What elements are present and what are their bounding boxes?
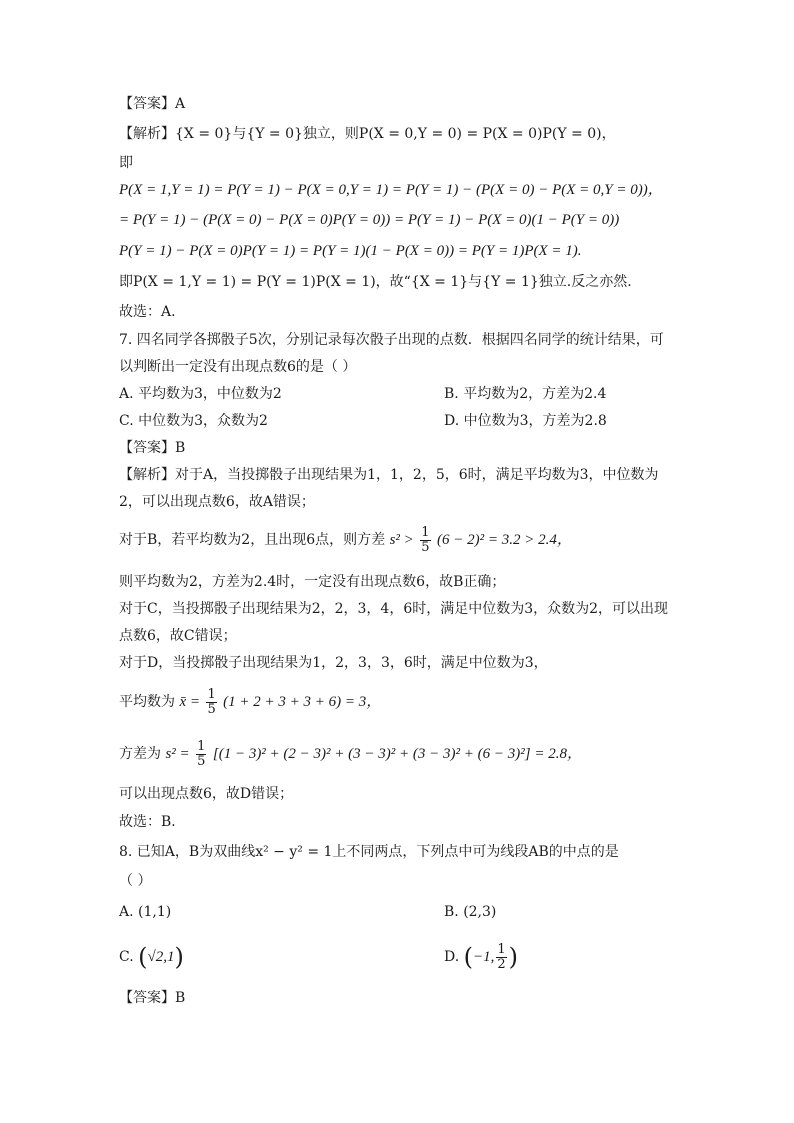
q7-stem-line-2: 以判断出一定没有出现点数6的是（ ）	[119, 359, 357, 375]
q6-analysis-line-2: 即	[119, 155, 133, 171]
q7-analysis-mean	[119, 686, 381, 718]
q6-answer: 【答案】A	[119, 96, 186, 112]
q7-b-frac-den: 5	[421, 539, 430, 555]
q7-option-c: C. 中位数为3，众数为2	[119, 413, 268, 429]
q7-mean-xbar: x̄ =	[179, 694, 200, 710]
q8-option-c-label: C.	[119, 949, 134, 965]
q7-mean-prefix: 平均数为	[119, 694, 175, 710]
q6-analysis-line-5: P(Y = 1) − P(X = 0)P(Y = 1) = P(Y = 1)(1 − P(X = 0)) = P(Y = 1)P(X = 1).	[119, 243, 582, 259]
q7-analysis-line-4: 则平均数为2，方差为2.4时，一定没有出现点数6，故B正确；	[119, 574, 506, 590]
q8-stem-line-2: （ ）	[119, 873, 152, 889]
q7-analysis-line-10: 可以出现点数6，故D错误；	[119, 786, 294, 802]
q7-b-s2: s² >	[389, 532, 414, 548]
q7-var-fraction	[196, 740, 206, 769]
q7-analysis-line-6: 点数6，故C错误；	[119, 628, 237, 644]
q7-var-frac-den: 5	[197, 753, 206, 769]
q7-analysis-line-7: 对于D，当投掷骰子出现结果为1，2，3，3，6时，满足中位数为3，	[119, 655, 548, 671]
q8-stem-line-1: 8. 已知A，B为双曲线x² − y² = 1上不同两点，下列点中可为线段AB的中点的是	[119, 844, 619, 860]
q7-analysis-line-5: 对于C，当投掷骰子出现结果为2，2，3，4，6时，满足中位数为3，众数为2，可以出现	[119, 601, 669, 617]
q7-option-a: A. 平均数为3，中位数为2	[119, 386, 282, 402]
q7-mean-frac-den: 5	[207, 701, 216, 717]
q8-option-c	[119, 940, 184, 974]
q7-analysis-line-1: 【解析】对于A，当投掷骰子出现结果为1，1，2，5，6时，满足平均数为3，中位数为	[119, 467, 659, 483]
q7-analysis-line-3	[119, 524, 572, 556]
q7-mean-fraction	[206, 688, 216, 717]
q8-option-a: A. (1,1)	[119, 904, 172, 920]
q8-option-d-fraction	[496, 943, 506, 972]
q6-analysis-line-6: 即P(X = 1,Y = 1) = P(Y = 1)P(X = 1)，故“{X = 1}与{Y = 1}独立.反之亦然.	[119, 274, 632, 290]
left-paren-glyph: (	[463, 943, 474, 971]
right-paren-glyph: )	[508, 943, 519, 971]
q8-option-d-num: 1	[497, 941, 506, 957]
q7-answer: 【答案】B	[119, 440, 186, 456]
q7-analysis-line-2: 2，可以出现点数6，故A错误；	[119, 494, 315, 510]
q7-mean-rest: (1 + 2 + 3 + 3 + 6) = 3，	[223, 694, 382, 710]
q6-analysis-line-4: = P(Y = 1) − (P(X = 0) − P(X = 0)P(Y = 0)) = P(Y = 1) − P(X = 0)(1 − P(Y = 0))	[119, 212, 620, 228]
q7-var-frac-num: 1	[197, 738, 206, 754]
q7-var-rest: [(1 − 3)² + (2 − 3)² + (3 − 3)² + (3 − 3)² + (6 − 3)²] = 2.8，	[212, 746, 582, 762]
q7-b-frac-num: 1	[421, 524, 430, 540]
q6-analysis-line-3: P(X = 1,Y = 1) = P(Y = 1) − P(X = 0,Y = 1) = P(Y = 1) − (P(X = 0) − P(X = 0,Y = 0))，	[119, 182, 663, 198]
q8-answer: 【答案】B	[119, 990, 186, 1006]
right-paren-glyph: )	[174, 943, 184, 971]
q8-option-d-pre: −1,	[473, 949, 495, 965]
q8-option-b: B. (2,3)	[444, 904, 497, 920]
q8-option-d	[444, 940, 518, 974]
q8-option-c-value: √2,1	[147, 949, 175, 965]
left-paren-glyph: (	[138, 943, 148, 971]
q7-option-d: D. 中位数为3，方差为2.8	[444, 413, 607, 429]
q6-choose: 故选：A.	[119, 304, 176, 320]
q8-option-d-label: D.	[444, 949, 460, 965]
q7-analysis-variance	[119, 738, 582, 770]
q7-option-b: B. 平均数为2，方差为2.4	[444, 386, 607, 402]
q7-var-prefix: 方差为	[119, 746, 161, 762]
q7-var-s2: s² =	[165, 746, 190, 762]
q7-choose: 故选：B．	[119, 814, 186, 830]
q6-analysis-line-1: 【解析】{X = 0}与{Y = 0}独立，则P(X = 0,Y = 0) = P(X = 0)P(Y = 0)，	[119, 126, 616, 142]
q7-b-fraction	[420, 526, 430, 555]
q7-mean-frac-num: 1	[207, 686, 216, 702]
q8-option-d-den: 2	[497, 956, 506, 972]
q7-b-prefix: 对于B，若平均数为2，且出现6点，则方差	[119, 532, 386, 548]
q7-b-rest: (6 − 2)² = 3.2 > 2.4，	[436, 532, 572, 548]
q7-stem-line-1: 7. 四名同学各掷骰子5次，分别记录每次骰子出现的点数．根据四名同学的统计结果，可	[119, 332, 664, 348]
